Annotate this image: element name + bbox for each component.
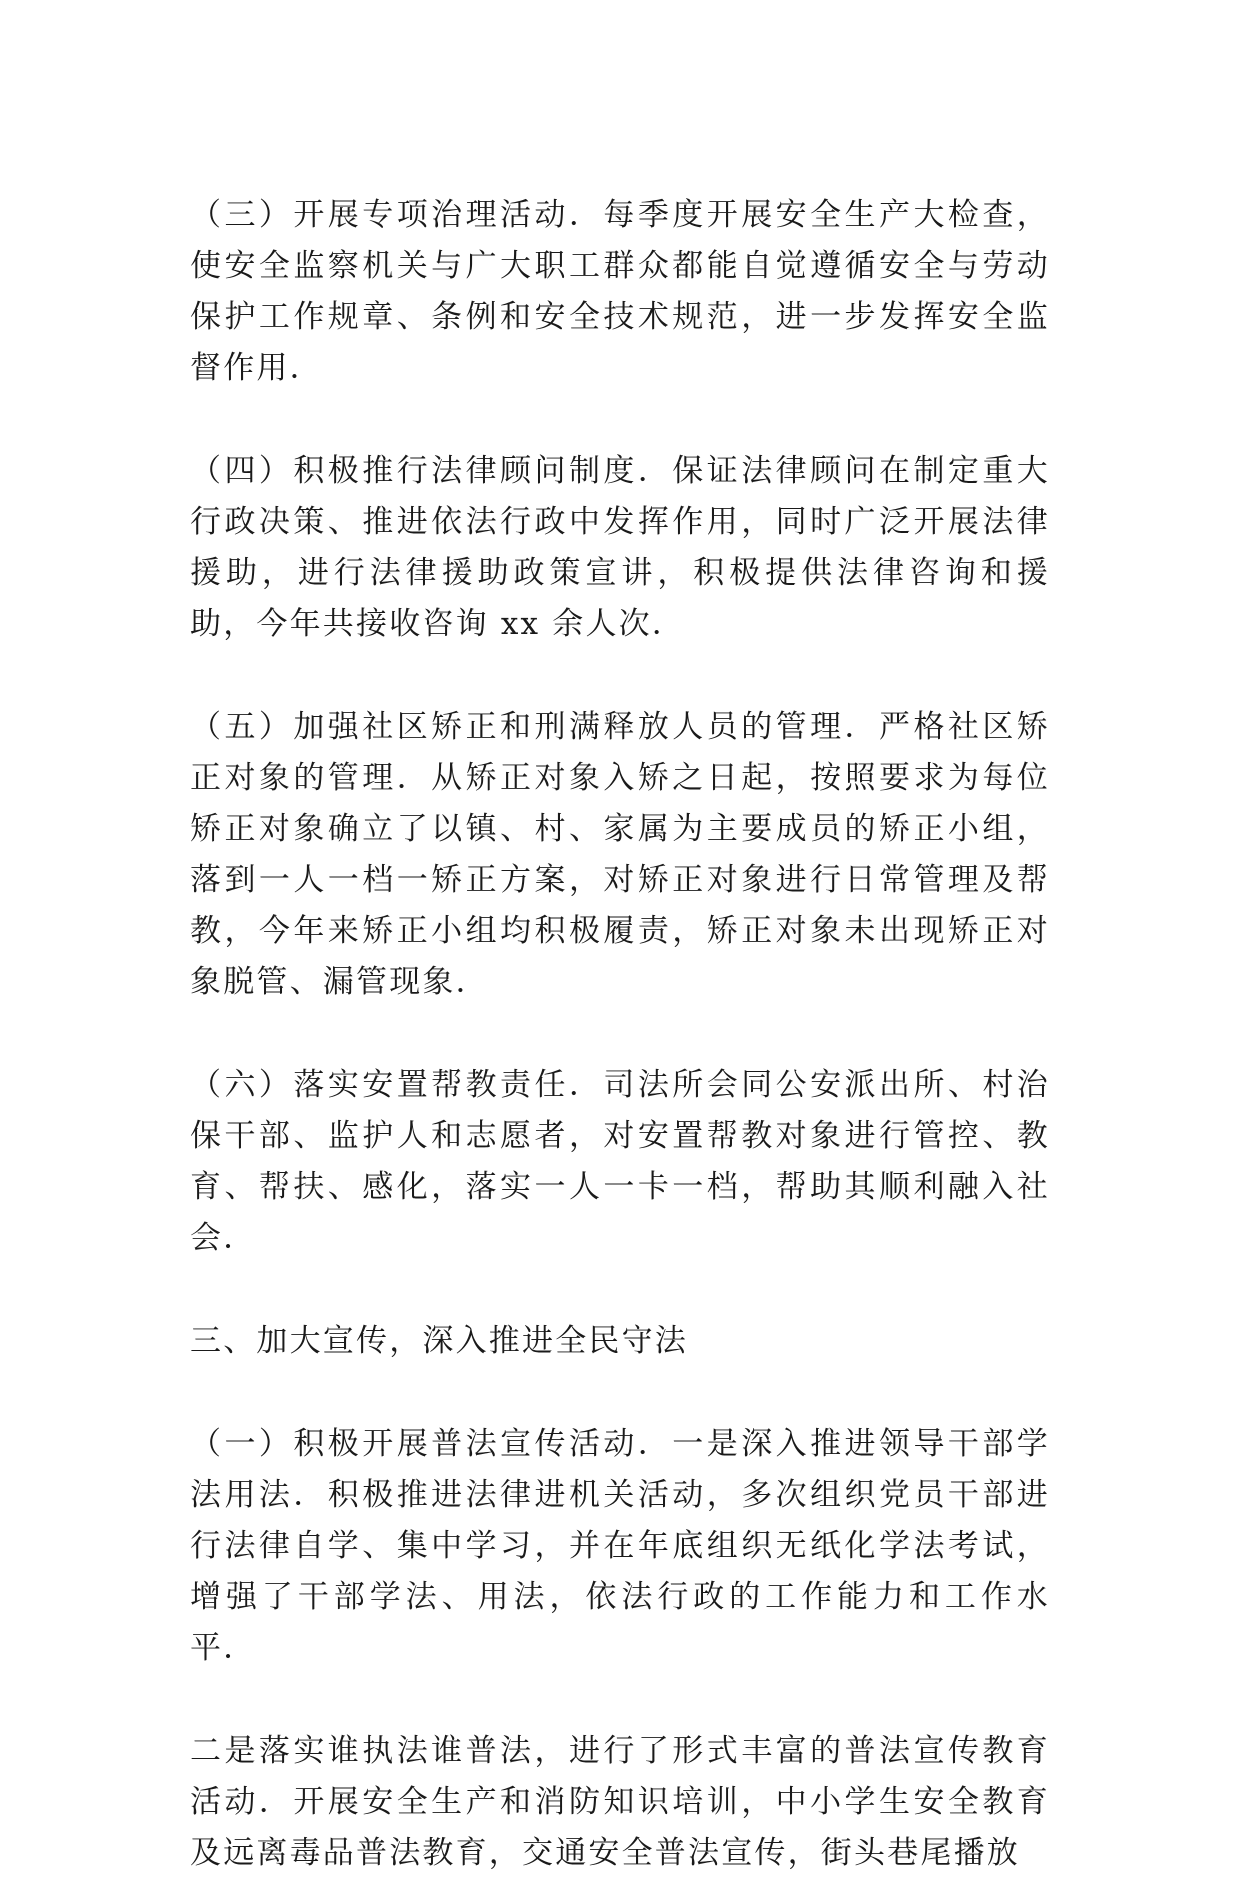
paragraph-legal-publicity: （一）积极开展普法宣传活动．一是深入推进领导干部学法用法．积极推进法律进机关活动，多次组织党员干部进行法律自学、集中学习，并在年底组织无纸化学法考试，增强了干部学法、用法，依法行政的工作能力和工作水平．: [190, 1426, 1050, 1666]
paragraph-community-correction: （五）加强社区矫正和刑满释放人员的管理．严格社区矫正对象的管理．从矫正对象入矫之日起，按照要求为每位矫正对象确立了以镇、村、家属为主要成员的矫正小组，落到一人一档一矫正方案，对矫正对象进行日常管理及帮教，今年来矫正小组均积极履责，矫正对象未出现矫正对象脱管、漏管现象．: [190, 709, 1050, 1000]
document-body: [190, 190, 1050, 1879]
section-heading: 三、加大宣传，深入推进全民守法: [190, 1323, 688, 1359]
paragraph-resettlement: （六）落实安置帮教责任．司法所会同公安派出所、村治保干部、监护人和志愿者，对安置帮教对象进行管控、教育、帮扶、感化，落实一人一卡一档，帮助其顺利融入社会．: [190, 1067, 1050, 1256]
paragraph-special-governance: （三）开展专项治理活动．每季度开展安全生产大检查，使安全监察机关与广大职工群众都能自觉遵循安全与劳动保护工作规章、条例和安全技术规范，进一步发挥安全监督作用．: [190, 197, 1050, 386]
paragraph-enforcement-publicity: 二是落实谁执法谁普法，进行了形式丰富的普法宣传教育活动．开展安全生产和消防知识培训，中小学生安全教育及远离毒品普法教育，交通安全普法宣传，街头巷尾播放: [190, 1733, 1050, 1871]
paragraph-legal-advisor: （四）积极推行法律顾问制度．保证法律顾问在制定重大行政决策、推进依法行政中发挥作用，同时广泛开展法律援助，进行法律援助政策宣讲，积极提供法律咨询和援助，今年共接收咨询 xx 余人次．: [190, 453, 1050, 642]
